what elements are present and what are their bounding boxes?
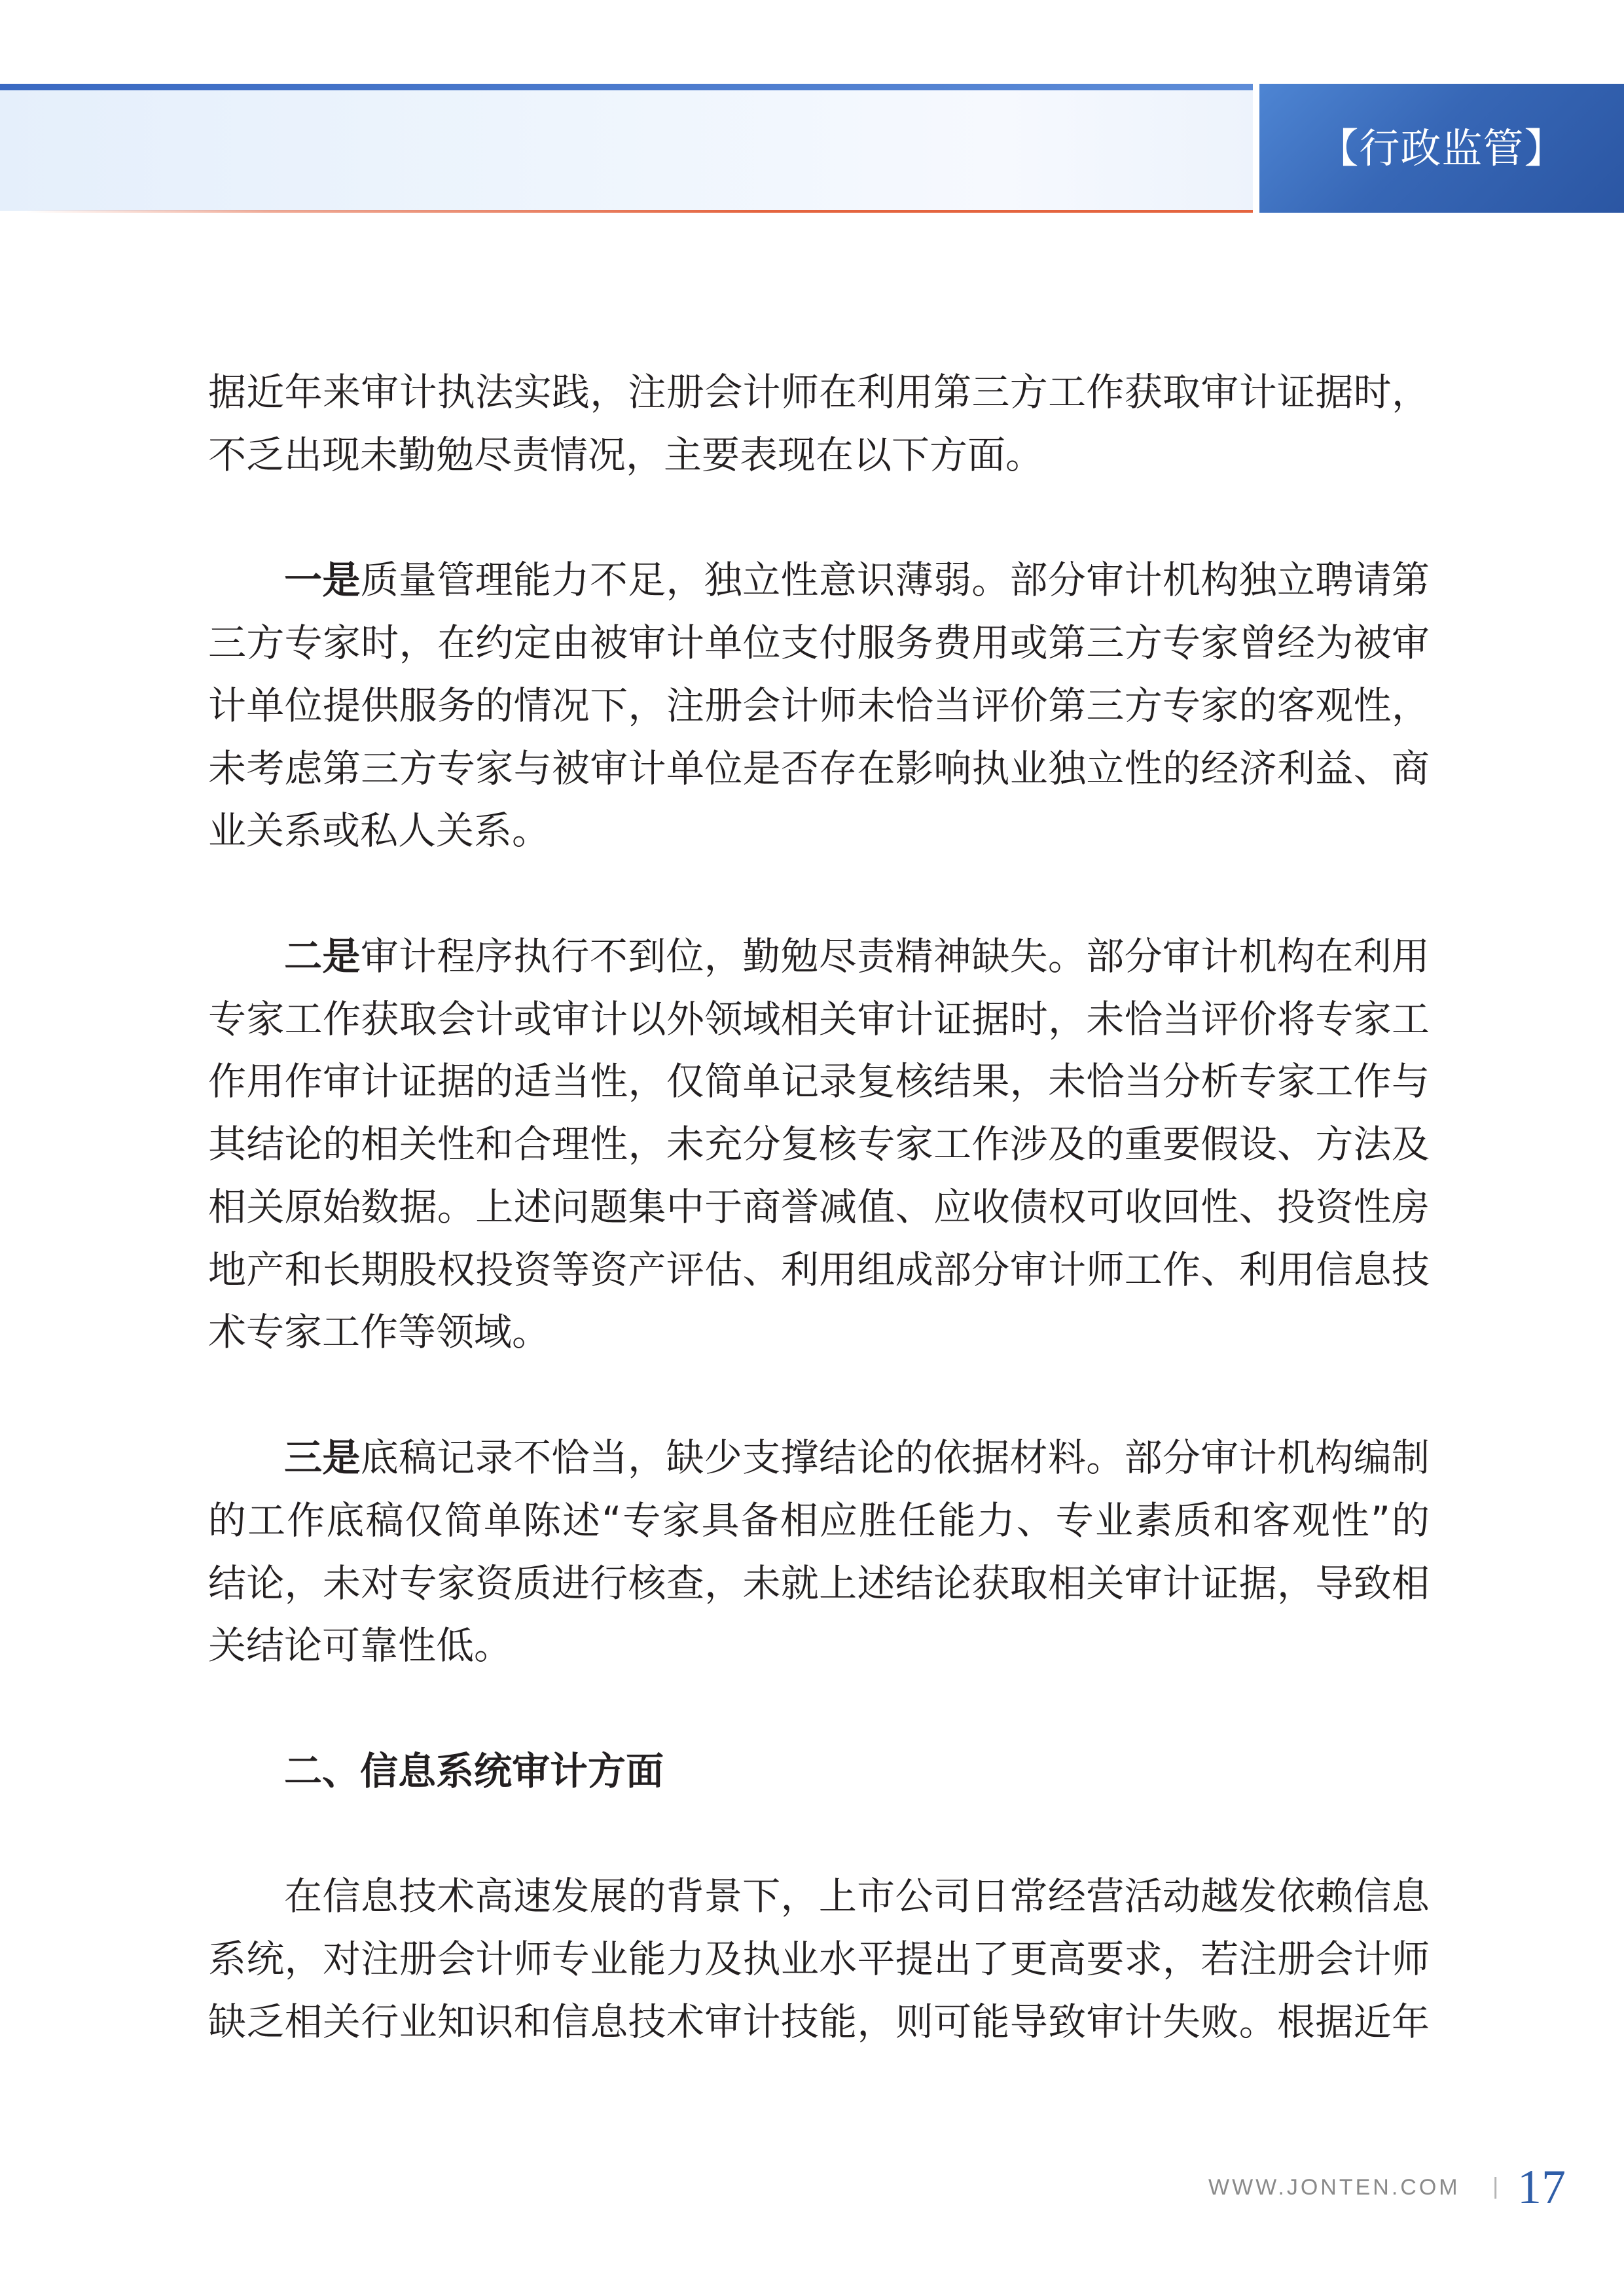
paragraph-section-intro	[208, 1865, 1430, 2053]
paragraph-line: 术专家工作等领域。	[208, 1310, 550, 1355]
paragraph-line: 三方专家时，在约定由被审计单位支付服务费用或第三方专家曾经为被审	[208, 620, 1430, 666]
paragraph-point-three	[208, 1427, 1430, 1677]
footer-separator: |	[1492, 2172, 1499, 2199]
paragraph-line: 据近年来审计执法实践，注册会计师在利用第三方工作获取审计证据时，	[208, 370, 1430, 414]
paragraph-lead: 二是	[284, 933, 361, 978]
paragraph-line: 关结论可靠性低。	[208, 1623, 513, 1668]
header-band	[0, 90, 1253, 211]
paragraph-line	[208, 925, 1430, 988]
paragraph-line	[208, 549, 1430, 612]
paragraph-line: 专家工作获取会计或审计以外领域相关审计证据时，未恰当评价将专家工	[208, 996, 1430, 1041]
header-accent-rule	[26, 210, 1253, 213]
paragraph-line-text: 质量管理能力不足，独立性意识薄弱。部分审计机构独立聘请第	[360, 558, 1430, 603]
paragraph-line: 在信息技术高速发展的背景下，上市公司日常经营活动越发依赖信息	[284, 1874, 1430, 1919]
article-body	[208, 361, 1430, 2054]
page-number: 17	[1517, 2161, 1566, 2214]
paragraph-line: 作用作审计证据的适当性，仅简单记录复核结果，未恰当分析专家工作与	[208, 1059, 1430, 1104]
header-top-rule	[0, 84, 1253, 90]
paragraph-line: 不乏出现未勤勉尽责情况，主要表现在以下方面。	[208, 432, 1044, 477]
section-heading-block	[208, 1740, 1430, 1803]
section-tag: 【行政监管】	[1318, 124, 1566, 172]
paragraph-point-two	[208, 925, 1430, 1364]
section-tag-box	[1259, 84, 1624, 213]
section-heading: 二、信息系统审计方面	[284, 1748, 664, 1793]
paragraph-line: 业关系或私人关系。	[208, 808, 550, 853]
paragraph-line: 相关原始数据。上述问题集中于商誉减值、应收债权可收回性、投资性房	[208, 1184, 1430, 1229]
paragraph-continued	[208, 361, 1430, 487]
paragraph-lead: 一是	[284, 558, 361, 603]
paragraph-line: 未考虑第三方专家与被审计单位是否存在影响执业独立性的经济利益、商	[208, 745, 1430, 791]
paragraph-line: 系统，对注册会计师专业能力及执业水平提出了更高要求，若注册会计师	[208, 1937, 1430, 1982]
paragraph-line: 的工作底稿仅简单陈述“专家具备相应胜任能力、专业素质和客观性”的	[208, 1498, 1430, 1543]
paragraph-point-one	[208, 549, 1430, 863]
paragraph-line: 缺乏相关行业知识和信息技术审计技能，则可能导致审计失败。根据近年	[208, 1999, 1430, 2044]
footer-website: WWW.JONTEN.COM	[1208, 2175, 1460, 2200]
paragraph-line: 计单位提供服务的情况下，注册会计师未恰当评价第三方专家的客观性，	[208, 683, 1430, 728]
paragraph-line: 结论，未对专家资质进行核查，未就上述结论获取相关审计证据，导致相	[208, 1560, 1430, 1605]
paragraph-lead: 三是	[284, 1435, 361, 1480]
paragraph-line: 其结论的相关性和合理性，未充分复核专家工作涉及的重要假设、方法及	[208, 1122, 1430, 1167]
paragraph-line-text: 审计程序执行不到位，勤勉尽责精神缺失。部分审计机构在利用	[360, 933, 1430, 978]
paragraph-line-text: 底稿记录不恰当，缺少支撑结论的依据材料。部分审计机构编制	[360, 1435, 1430, 1480]
paragraph-line	[208, 1427, 1430, 1490]
paragraph-line: 地产和长期股权投资等资产评估、利用组成部分审计师工作、利用信息技	[208, 1247, 1430, 1292]
